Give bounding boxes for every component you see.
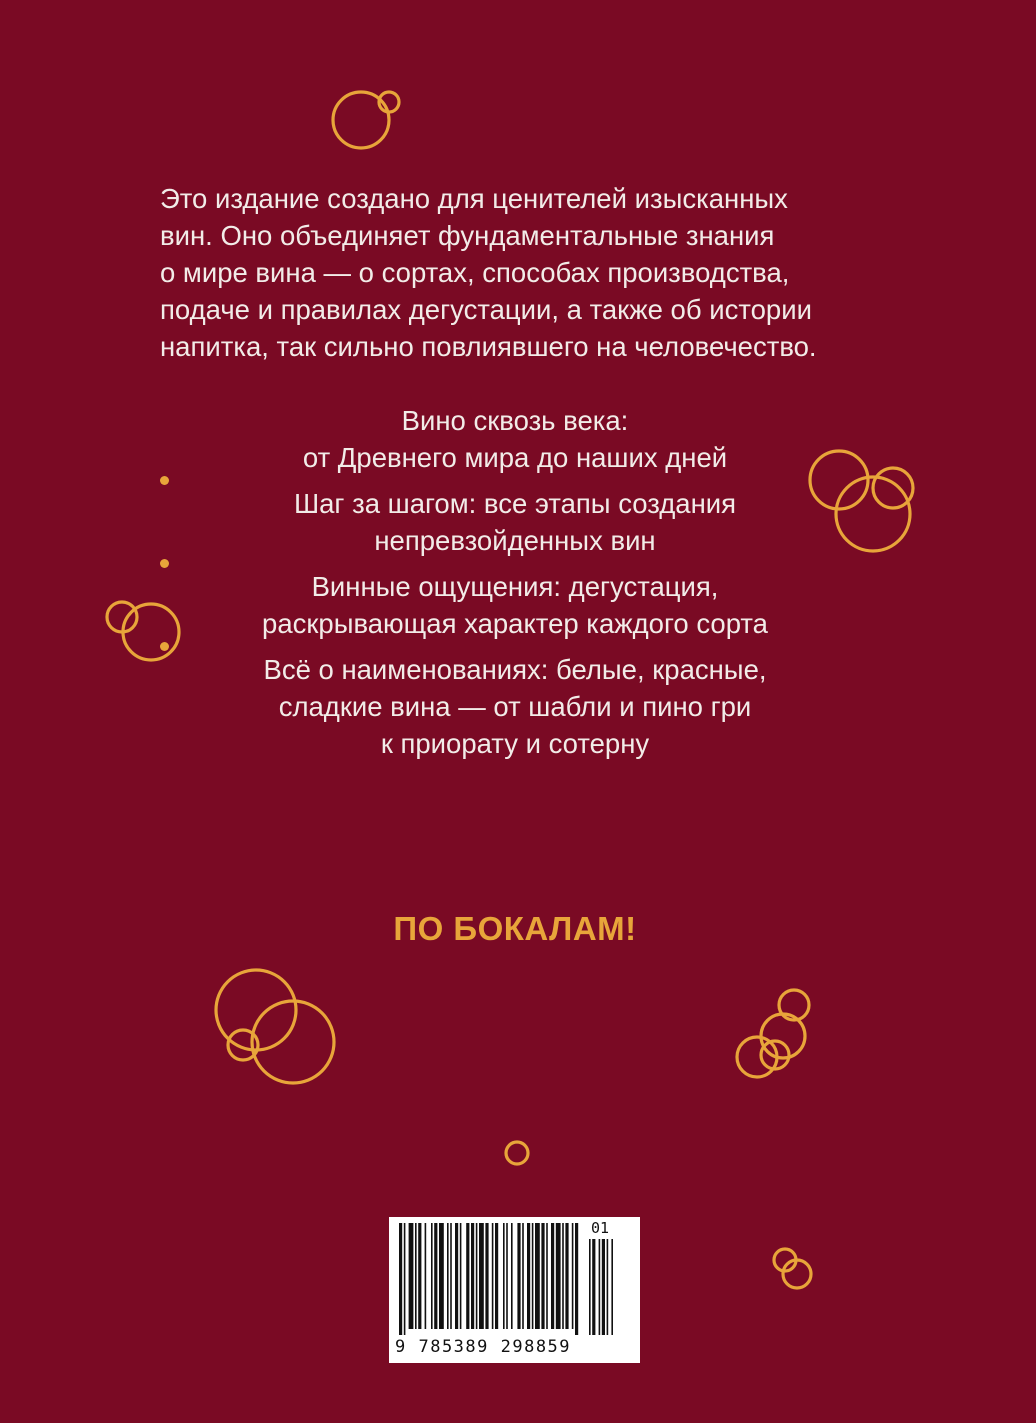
barcode-bar [532, 1223, 534, 1329]
barcode-bar [522, 1223, 524, 1329]
barcode-bar [495, 1223, 498, 1329]
feature-line: Всё о наименованиях: белые, красные, [263, 654, 767, 685]
separator-dot [160, 476, 169, 485]
feature-line: от Древнего мира до наших дней [302, 442, 728, 473]
barcode-addon-bar [602, 1239, 605, 1335]
barcode-bar [575, 1223, 578, 1335]
barcode-bar [418, 1223, 421, 1329]
barcode-bar [492, 1223, 494, 1329]
bubble-icon [783, 1260, 811, 1288]
barcode-bar [506, 1223, 508, 1329]
barcode-bar [431, 1223, 433, 1329]
bubble-icon [252, 1001, 334, 1083]
barcode-addon-bar [607, 1239, 609, 1335]
intro-paragraph [160, 180, 880, 365]
intro-line: о мире вина — о сортах, способах производства, [160, 257, 790, 288]
barcode-addon-bar [592, 1239, 595, 1335]
barcode-bar [527, 1223, 530, 1329]
barcode-bar [546, 1223, 548, 1329]
barcode-addon: 01 [591, 1219, 610, 1237]
barcode-bar [556, 1223, 561, 1329]
feature-line: к приорату и сотерну [380, 728, 650, 759]
feature-item [160, 651, 870, 762]
barcode-bar [439, 1223, 444, 1329]
isbn-barcode [389, 1217, 640, 1363]
intro-line: подаче и правилах дегустации, а также об истории [160, 294, 812, 325]
barcode-bar [409, 1223, 414, 1329]
bubble-icon [506, 1142, 528, 1164]
barcode-bar [541, 1223, 544, 1329]
barcode-bar [415, 1223, 417, 1329]
barcode-bar [485, 1223, 488, 1329]
feature-line: Шаг за шагом: все этапы создания [293, 488, 737, 519]
bubble-icon [873, 468, 913, 508]
barcode-bar [447, 1223, 449, 1329]
barcode-bar [511, 1223, 513, 1329]
barcode-bar [551, 1223, 554, 1329]
barcode-bar [399, 1223, 402, 1335]
intro-line: вин. Оно объединяет фундаментальные знания [160, 220, 775, 251]
barcode-bar [471, 1223, 474, 1329]
barcode-bar [450, 1223, 452, 1329]
separator-dot [160, 559, 169, 568]
barcode-digits: 9 785389 298859 [395, 1337, 572, 1357]
barcode-bar [434, 1223, 437, 1329]
barcode-addon-bar [599, 1239, 601, 1335]
feature-list [160, 402, 870, 762]
feature-line: раскрывающая характер каждого сорта [262, 608, 768, 639]
bubble-icon [761, 1014, 805, 1058]
feature-item [160, 568, 870, 642]
feature-item [160, 402, 870, 476]
separator-dot [160, 642, 169, 651]
feature-line: сладкие вина — от шабли и пино гри [278, 691, 752, 722]
intro-line: напитка, так сильно повлиявшего на человечество. [160, 331, 817, 362]
barcode-bar [572, 1223, 574, 1329]
barcode-bar [535, 1223, 540, 1329]
barcode-bar [404, 1223, 406, 1335]
barcode-bar [425, 1223, 427, 1329]
barcode-bar [460, 1223, 462, 1329]
barcode-bar [455, 1223, 458, 1329]
feature-item [160, 485, 870, 559]
barcode-bar [503, 1223, 505, 1329]
slogan: ПО БОКАЛАМ! [393, 910, 637, 947]
barcode-bar [476, 1223, 478, 1329]
barcode-addon-bar [611, 1239, 613, 1335]
barcode-bar [562, 1223, 564, 1329]
intro-line: Это издание создано для ценителей изысканных [160, 183, 788, 214]
feature-line: Вино сквозь века: [401, 405, 629, 436]
barcode-bar [565, 1223, 568, 1329]
barcode-bar [466, 1223, 469, 1329]
barcode-addon-bar [589, 1239, 591, 1335]
feature-line: непревзойденных вин [374, 525, 656, 556]
barcode-bar [517, 1223, 520, 1329]
feature-line: Винные ощущения: дегустация, [311, 571, 719, 602]
barcode-bar [479, 1223, 484, 1329]
